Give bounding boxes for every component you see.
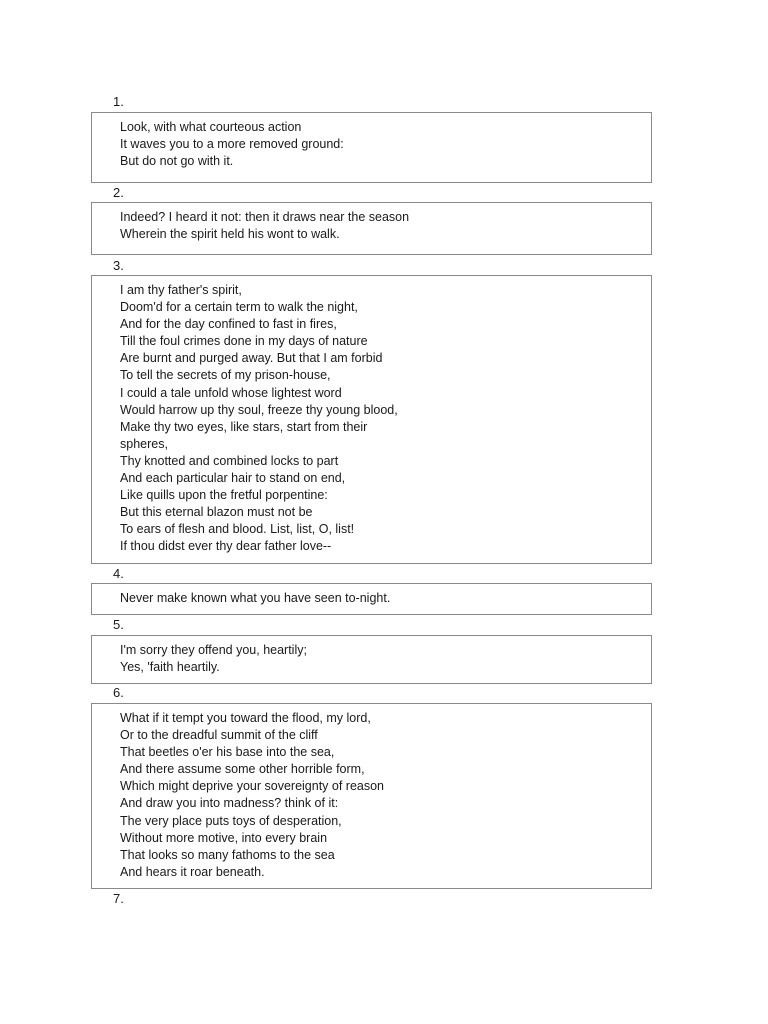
quote-line: Without more motive, into every brain (120, 830, 328, 845)
quote-box (91, 112, 652, 183)
quote-line: But do not go with it. (120, 154, 234, 169)
quote-number: 4. (113, 566, 124, 581)
quote-line: Yes, 'faith heartily. (120, 660, 220, 675)
quote-number: 5. (113, 617, 124, 632)
quote-line: Look, with what courteous action (120, 120, 302, 134)
quote-box (91, 703, 652, 889)
quote-number: 6. (113, 685, 124, 700)
quote-number: 2. (113, 185, 124, 200)
quote-line: And each particular hair to stand on end, (120, 471, 346, 486)
quote-line: What if it tempt you toward the flood, my lord, (120, 711, 371, 725)
quote-number: 7. (113, 891, 124, 906)
quote-box (91, 583, 652, 615)
quote-box (91, 202, 652, 255)
quote-line: Thy knotted and combined locks to part (120, 453, 339, 468)
quote-line: And draw you into madness? think of it: (120, 796, 339, 811)
quote-line: I could a tale unfold whose lightest word (120, 385, 342, 400)
quote-line: Make thy two eyes, like stars, start from their (120, 419, 368, 434)
quote-line: But this eternal blazon must not be (120, 505, 313, 520)
quote-line: Like quills upon the fretful porpentine: (120, 488, 328, 503)
quote-line: Would harrow up thy soul, freeze thy young blood, (120, 402, 398, 417)
quote-line: Indeed? I heard it not: then it draws near the season (120, 210, 410, 224)
quote-line: Wherein the spirit held his wont to walk. (120, 227, 340, 242)
quote-line: Are burnt and purged away. But that I am forbid (120, 351, 383, 366)
quote-line: Never make known what you have seen to-night. (120, 591, 391, 605)
quote-line: It waves you to a more removed ground: (120, 137, 344, 152)
quote-line: spheres, (120, 436, 168, 451)
quote-line: Doom'd for a certain term to walk the night, (120, 300, 358, 315)
quote-line: I am thy father's spirit, (120, 283, 242, 297)
quote-line: Which might deprive your sovereignty of reason (120, 779, 385, 794)
quote-number: 1. (113, 94, 124, 109)
quote-line: And there assume some other horrible form, (120, 762, 365, 777)
quote-line: And for the day confined to fast in fires, (120, 317, 337, 332)
quote-box (91, 635, 652, 684)
quote-line: I'm sorry they offend you, heartily; (120, 643, 307, 657)
quote-line: And hears it roar beneath. (120, 864, 265, 879)
quote-line: Or to the dreadful summit of the cliff (120, 728, 318, 743)
quote-line: That looks so many fathoms to the sea (120, 847, 335, 862)
quote-line: That beetles o'er his base into the sea, (120, 745, 335, 760)
quote-line: Till the foul crimes done in my days of nature (120, 334, 368, 349)
quote-line: To ears of flesh and blood. List, list, O, list! (120, 522, 355, 537)
quote-number: 3. (113, 258, 124, 273)
quote-line: If thou didst ever thy dear father love-- (120, 539, 332, 554)
quote-line: The very place puts toys of desperation, (120, 813, 342, 828)
quote-line: To tell the secrets of my prison-house, (120, 368, 331, 383)
quote-box (91, 275, 652, 564)
